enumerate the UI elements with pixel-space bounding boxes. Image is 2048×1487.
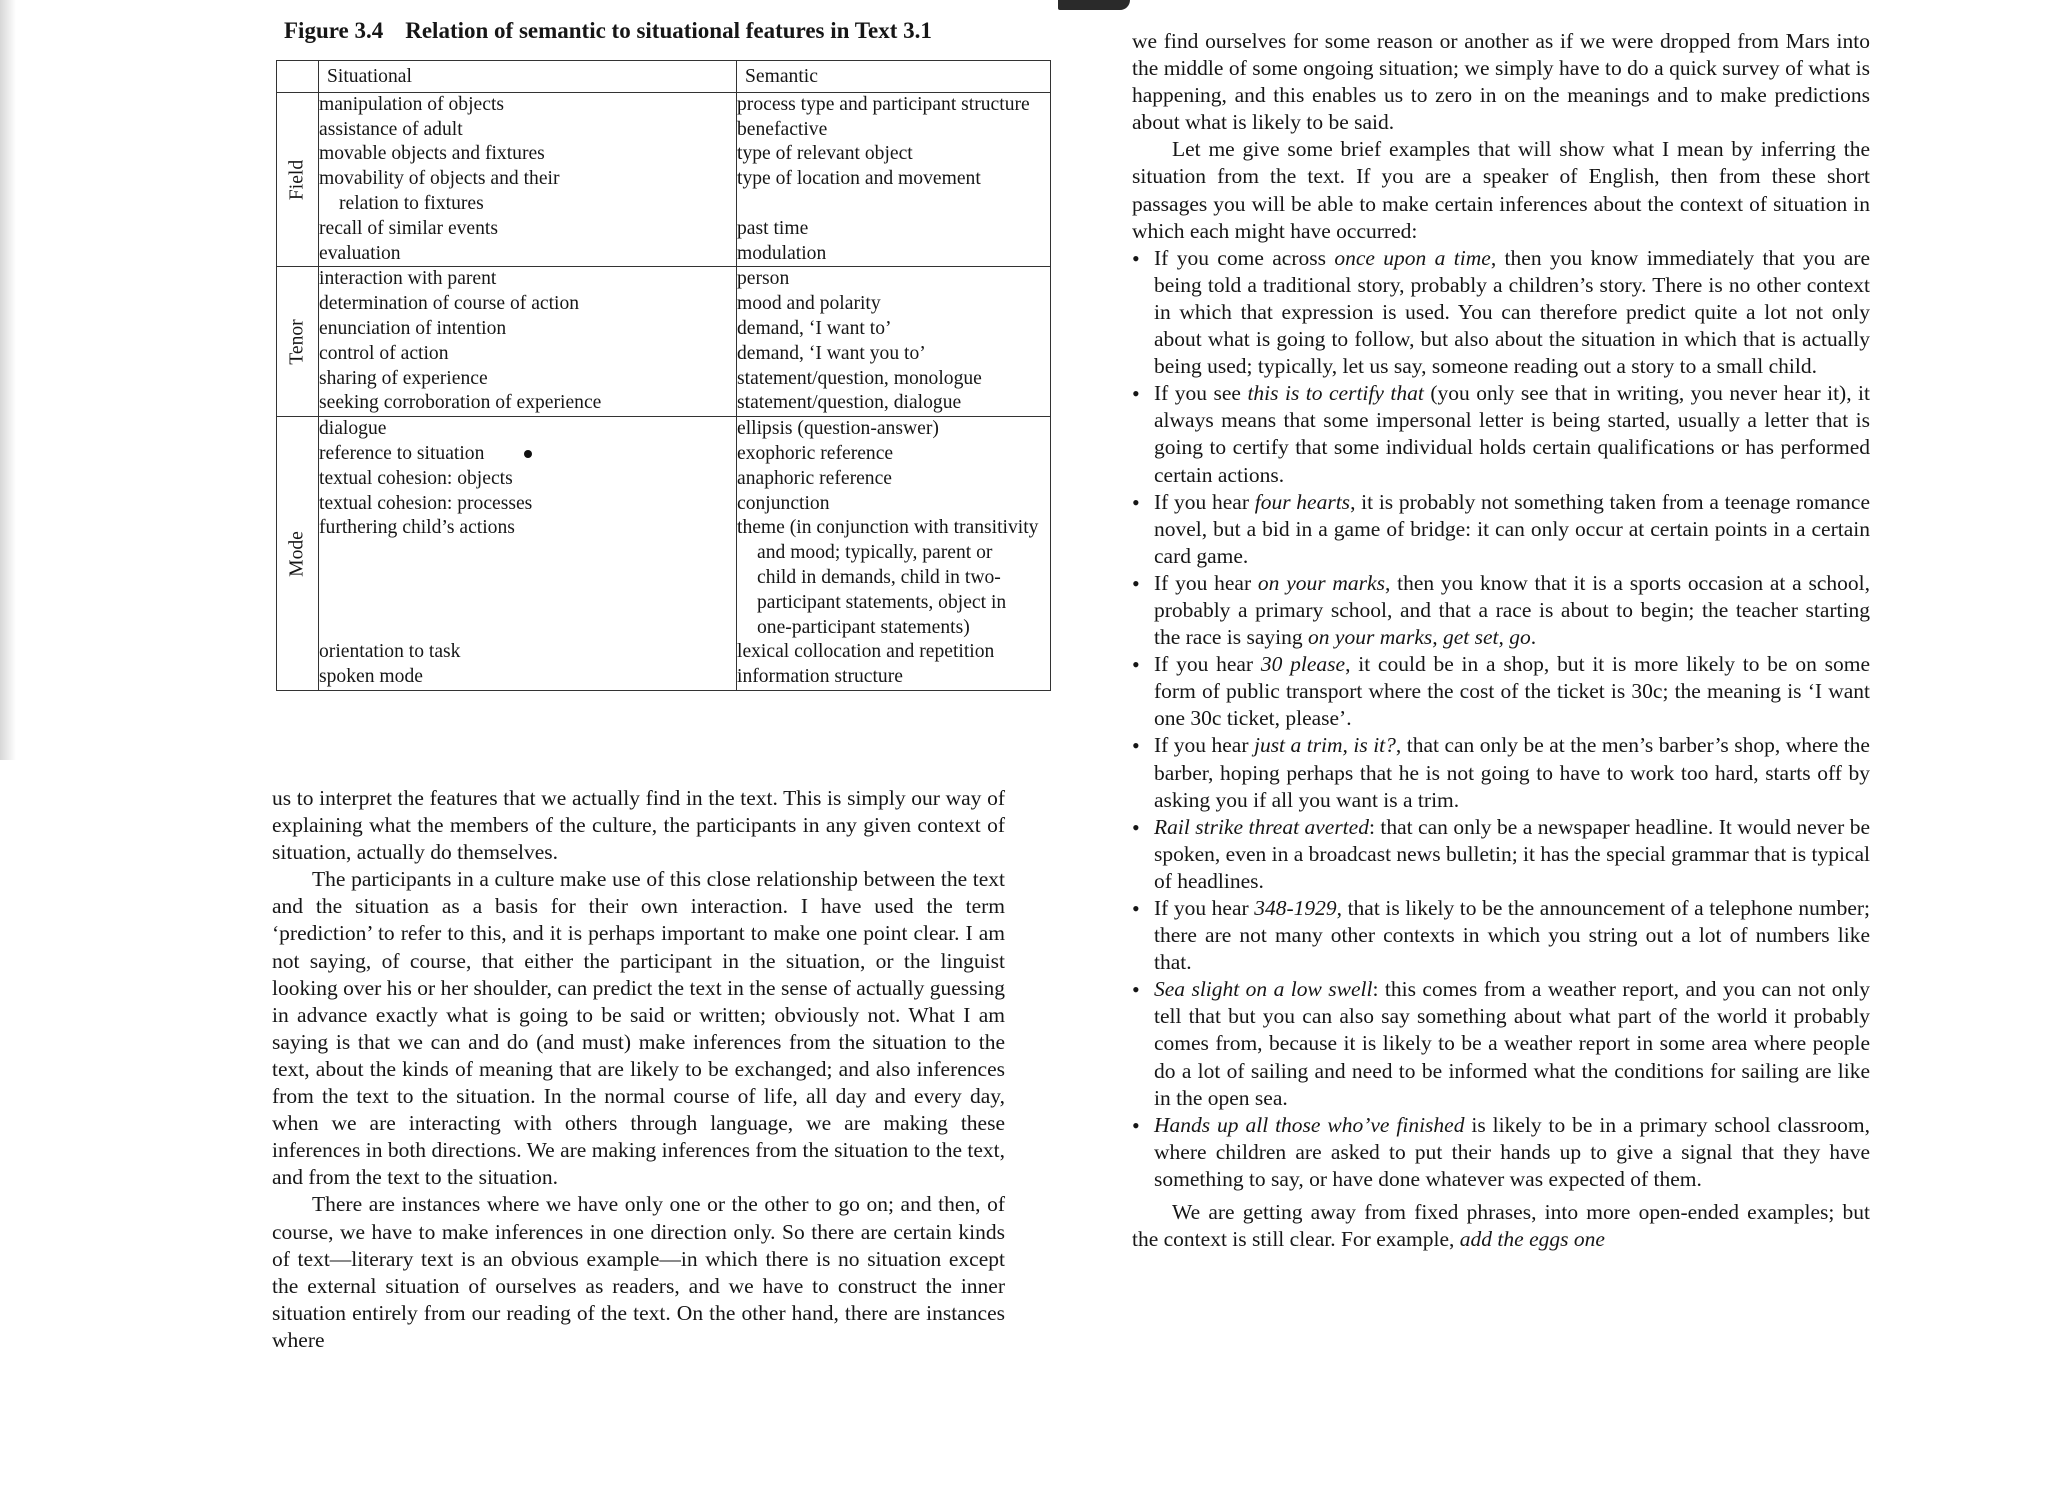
table-cell-line: movable objects and fixtures [319, 143, 545, 165]
table-cell-line: modulation [737, 242, 827, 264]
list-item [1132, 1112, 1870, 1193]
table-cell-line [319, 591, 736, 616]
table-row-tenor [277, 267, 1051, 417]
list-item [1132, 380, 1870, 488]
table-cell-line: lexical collocation and repetition [737, 641, 995, 663]
table-cell-line: furthering child’s actions [319, 517, 515, 539]
table-cell-text: reference to situation [319, 442, 485, 464]
table-cell-line [319, 616, 736, 641]
left-text-column [272, 785, 1005, 1354]
example-phrase: on your marks [1257, 570, 1385, 595]
field-semantic-cell [737, 92, 1051, 267]
mode-situational-cell [319, 417, 737, 691]
table-cell-line: participant statements, object in [757, 591, 1007, 613]
table-cell-line: determination of course of action [319, 293, 580, 315]
table-cell-line: information structure [737, 666, 903, 688]
item-text: is likely to be in a primary school classroom, where children are asked to put their hands up to give a signal that they have something to say, or have done whatever was expected of them. [1154, 1112, 1871, 1191]
example-phrase: once upon a time [1334, 245, 1491, 270]
item-text: : that can only be a newspaper headline. It would never be spoken, even in a broadcast news bulletin; it has the special grammar that is typical of headlines. [1154, 814, 1870, 893]
table-cell-line: conjunction [737, 492, 830, 514]
table-cell-line: and mood; typically, parent or [757, 542, 993, 564]
item-text: (you only see that in writing, you never hear it), it always means that some impersonal letter is being started, usually a letter that is going to certify that some individual holds certain qualifications or has performed certain actions. [1154, 381, 1870, 487]
item-text: If you hear [1154, 733, 1254, 758]
figure-number: Figure 3.4 [284, 18, 384, 43]
example-phrase: this is to certify that [1247, 381, 1424, 406]
table-cell-line: past time [737, 217, 809, 239]
bullet-mark: • [1132, 977, 1140, 1003]
item-text: . [1530, 625, 1537, 650]
figure-table [276, 60, 1051, 691]
paragraph-text: We are getting away from fixed phrases, into more open-ended examples; but the context is still clear. For example, [1132, 1200, 1870, 1252]
table-cell-line [737, 192, 1050, 217]
item-text: : this comes from a weather report, and you can not only tell that but you can also say something about what part of the world it probably comes from, because it is likely to be a weather report in some area where people do a lot of sailing and need to be informed what the conditions for sailing are like in the open sea. [1154, 977, 1871, 1110]
table-cell-line: ellipsis (question-answer) [737, 418, 939, 440]
right-text-column [1132, 28, 1870, 1253]
paragraph: There are instances where we have only one or the other to go on; and then, of course, we have to make inferences in one direction only. So there are certain kinds of text—literary text is an obvious example—in which there is no situation except the external situation of ourselves as readers, and we have to construct the inner situation entirely from our reading of the text. On the other hand, there are instances where [272, 1192, 1005, 1352]
row-label-tenor [277, 267, 319, 417]
item-text: If you hear [1154, 652, 1261, 677]
tenor-situational-cell [319, 267, 737, 417]
table-cell-line: spoken mode [319, 666, 423, 688]
row-label-field [277, 92, 319, 267]
table-cell-line [319, 541, 736, 566]
paragraph: us to interpret the features that we actually find in the text. This is simply our way of explaining what the members of the culture, the participants in any given context of situation, actually do themselves. [272, 786, 1005, 865]
item-text: , that is likely to be the announcement of a telephone number; there are not many other contexts in which you string out a lot of numbers like that. [1154, 896, 1870, 975]
figure-title [284, 18, 932, 44]
list-item [1132, 651, 1870, 732]
tenor-semantic-cell [737, 267, 1051, 417]
table-cell-line: interaction with parent [319, 268, 497, 290]
bullet-mark [524, 450, 532, 458]
table-cell-line: assistance of adult [319, 118, 463, 140]
table-cell-line [319, 566, 736, 591]
list-item [1132, 895, 1870, 976]
table-row-field [277, 92, 1051, 267]
bullet-mark: • [1132, 896, 1140, 921]
row-label-mode [277, 417, 319, 691]
table-cell-line: movability of objects and their [319, 168, 560, 190]
paragraph: we find ourselves for some reason or another as if we were dropped from Mars into the middle of some ongoing situation; we simply have to do a quick survey of what is happening, and this enables us to zero in on the meanings and to make predictions about what is likely to be said. [1132, 29, 1870, 135]
table-cell-line: demand, ‘I want to’ [737, 317, 892, 339]
bullet-mark: • [1132, 245, 1140, 271]
example-phrase: 30 please [1260, 652, 1346, 677]
table-cell-line: relation to fixtures [339, 192, 484, 214]
list-item [1132, 976, 1870, 1111]
table-cell-line: statement/question, dialogue [737, 392, 962, 414]
item-text: , it is probably not something taken from a teenage romance novel, but a bid in a game of bridge: it can only occur at certain points in a certain card game. [1154, 489, 1870, 568]
paragraph: Let me give some brief examples that will show what I mean by inferring the situation from the text. If you are a speaker of English, then from these short passages you will be able to make certain inferences about the context of situation in which each might have occurred: [1132, 137, 1870, 243]
table-cell-line: sharing of experience [319, 367, 488, 389]
table-cell-line: dialogue [319, 418, 387, 440]
table-header-blank [277, 61, 319, 93]
example-phrase: just a trim, is it? [1253, 733, 1396, 758]
mode-semantic-cell [737, 417, 1051, 691]
table-cell-line: manipulation of objects [319, 93, 505, 115]
field-situational-cell [319, 92, 737, 267]
example-phrase: 348-1929 [1254, 896, 1337, 920]
row-label-text: Tenor [286, 319, 308, 365]
list-item [1132, 570, 1870, 651]
item-text: , that can only be at the men’s barber’s shop, where the barber, hoping perhaps that he is not going to have to work too hard, starts off by asking you if all you want is a trim. [1154, 733, 1870, 812]
table-header-situational: Situational [319, 61, 737, 93]
item-text: If you hear [1154, 570, 1258, 595]
example-phrase: Rail strike threat averted [1154, 814, 1369, 839]
paragraph: The participants in a culture make use of this close relationship between the text and the situation as a basis for their own interaction. I have used the term ‘prediction’ to refer to this, and it is perhaps important to make one point clear. I am not saying, of course, that either the participant in the situation, or the linguist looking over his or her shoulder, can predict the text in the sense of actually guessing in advance exactly what is going to be said or written; obviously not. What I am saying is that we can and do (and must) make inferences from the situation to the text, about the kinds of meaning that are likely to be exchanged; and also inferences from the text to the situation. In the normal course of life, all day and every day, when we are interacting with others through language, we are making these inferences in both directions. We are making inferences from the situation to the text, and from the text to the situation. [272, 867, 1005, 1190]
table-cell-line: type of relevant object [737, 143, 913, 165]
table-row-mode [277, 417, 1051, 691]
table-cell-line: one-participant statements) [757, 616, 970, 638]
table-cell-line: seeking corroboration of experience [319, 392, 602, 414]
table-cell-line: type of location and movement [737, 168, 981, 190]
item-text: , then you know that it is a sports occasion at a school, probably a primary school, and that a race is about to begin; the teacher starting the race is saying [1154, 570, 1870, 650]
list-item [1132, 732, 1870, 813]
item-text: If you hear [1154, 896, 1255, 920]
list-item [1132, 245, 1870, 380]
bullet-mark: • [1132, 570, 1140, 596]
table-cell-line: recall of similar events [319, 217, 498, 239]
table-cell-line: mood and polarity [737, 293, 881, 315]
examples-list [1132, 245, 1870, 1193]
table-cell-line: benefactive [737, 118, 828, 140]
table-cell-line: textual cohesion: processes [319, 492, 533, 514]
list-item [1132, 814, 1870, 895]
item-text: If you come across [1154, 245, 1335, 270]
table-cell-line: control of action [319, 342, 449, 364]
table-header-semantic: Semantic [737, 61, 1051, 93]
list-item [1132, 489, 1870, 570]
bullet-mark: • [1132, 652, 1140, 678]
example-phrase: Hands up all those who’ve finished [1154, 1112, 1465, 1137]
table-cell-line: person [737, 268, 790, 290]
table-cell-line: orientation to task [319, 641, 461, 663]
table-cell-line: theme (in conjunction with transitivity [737, 517, 1039, 539]
figure-caption: Relation of semantic to situational features in Text 3.1 [405, 18, 932, 43]
bullet-mark: • [1132, 814, 1140, 840]
table-cell-line: demand, ‘I want you to’ [737, 342, 926, 364]
bullet-mark: • [1132, 1112, 1140, 1138]
item-text: , then you know immediately that you are being told a traditional story, probably a children’s story. There is no other context in which that expression is used. You can therefore predict quite a lot not only about what is going to follow, but also about the situation in which that is actually being used; typically, let us say, someone reading out a story to a small child. [1154, 245, 1871, 379]
bullet-mark: • [1132, 381, 1140, 407]
table-header-row [277, 61, 1051, 93]
example-phrase: Sea slight on a low swell [1154, 977, 1373, 1002]
table-cell-line: process type and participant structure [737, 93, 1030, 115]
example-phrase: add the eggs one [1459, 1227, 1605, 1252]
row-label-text: Mode [286, 530, 308, 577]
example-phrase: four hearts [1254, 489, 1351, 514]
item-text: , it could be in a shop, but it is more likely to be on some form of public transport where the cost of the ticket is 30c; the meaning is ‘I want one 30c ticket, please’. [1154, 652, 1870, 731]
scan-mark [1058, 0, 1130, 10]
table-cell-line: textual cohesion: objects [319, 467, 513, 489]
table-cell-line: child in demands, child in two- [757, 566, 1001, 588]
item-text: If you see [1154, 381, 1248, 406]
page-edge-shadow [0, 0, 16, 760]
table-cell-line: enunciation of intention [319, 317, 507, 339]
bullet-mark: • [1132, 733, 1140, 759]
example-phrase: on your marks, get set, go [1308, 625, 1531, 650]
table-cell-line [319, 442, 736, 467]
table-cell-line: evaluation [319, 242, 401, 264]
item-text: If you hear [1154, 489, 1255, 514]
table-cell-line: anaphoric reference [737, 467, 892, 489]
paragraph [1132, 1199, 1870, 1253]
table-cell-line: exophoric reference [737, 442, 894, 464]
row-label-text: Field [286, 159, 308, 200]
table-cell-line: statement/question, monologue [737, 367, 982, 389]
bullet-mark: • [1132, 489, 1140, 515]
